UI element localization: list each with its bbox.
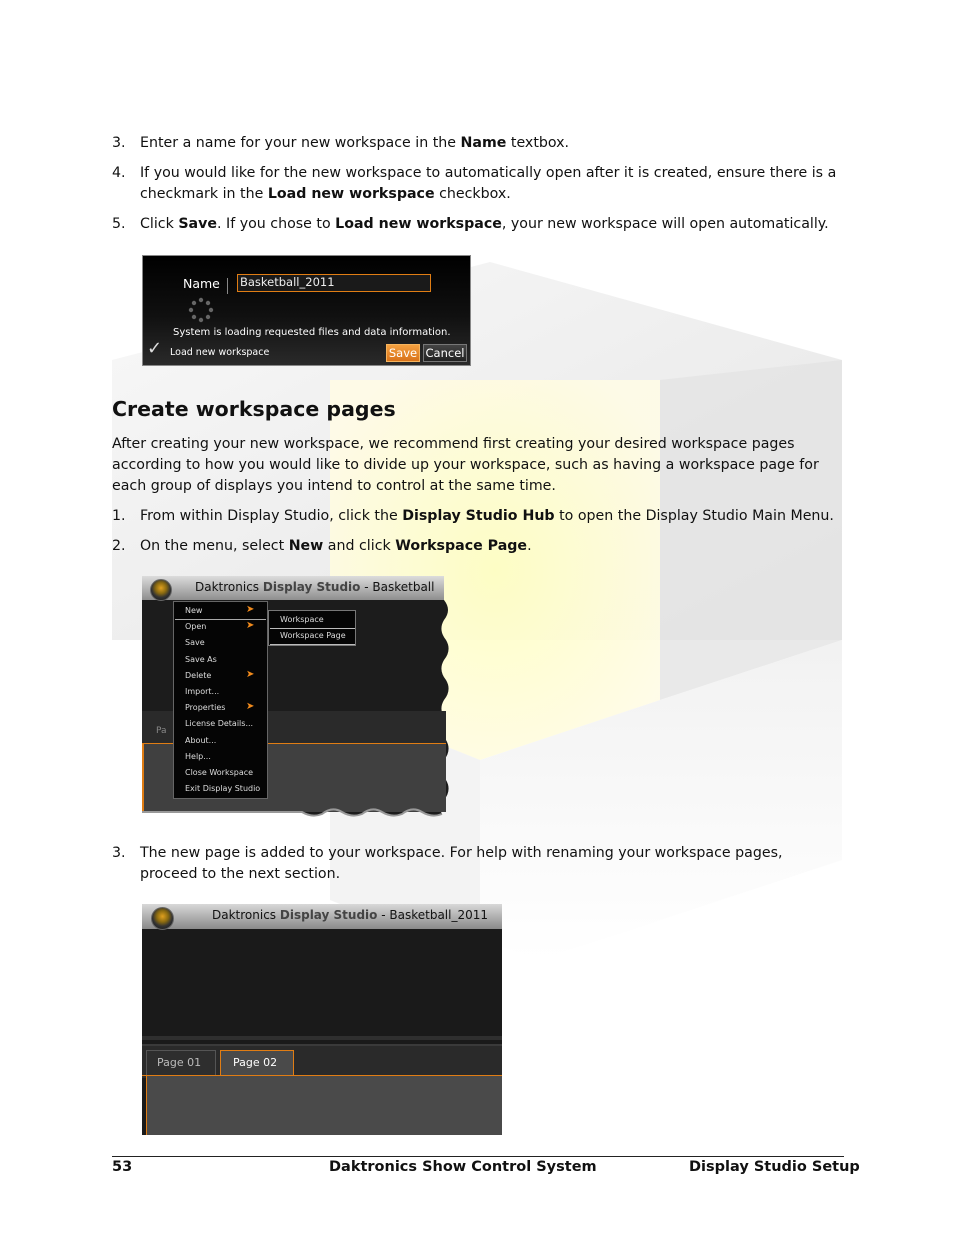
bold-term: Display Studio Hub	[402, 508, 555, 524]
step-number: 3.	[112, 845, 126, 861]
window-title: Daktronics Display Studio - Basketball	[195, 580, 435, 594]
loading-spinner-icon	[187, 296, 215, 324]
window-titlebar	[142, 576, 444, 600]
intro-paragraph: After creating your new workspace, we recommend first creating your desired workspace pages according to how you would like to divide up your workspace, such as having a workspace page for each group of displays you intend to control at the same time.	[112, 436, 819, 494]
submenu-arrow-icon: ➤	[246, 701, 255, 713]
window-titlebar	[142, 904, 502, 929]
step-number: 4.	[112, 165, 126, 181]
menu-item[interactable]: Close Workspace	[185, 768, 254, 777]
main-menu-screenshot	[142, 576, 452, 818]
cancel-button[interactable]: Cancel	[423, 344, 467, 362]
label-separator	[227, 278, 228, 294]
submenu-item-underline	[270, 644, 355, 645]
menu-item[interactable]: Properties	[185, 703, 226, 713]
menu-item[interactable]: Help...	[185, 751, 211, 761]
footer-page-number: 53	[112, 1159, 133, 1175]
menu-item[interactable]: About...	[185, 735, 217, 745]
step-number: 5.	[112, 216, 126, 232]
section-heading: Create workspace pages	[112, 397, 396, 421]
new-submenu	[268, 610, 356, 646]
step-text: On the menu, select New and click Workspace Page.	[140, 538, 532, 554]
menu-item[interactable]: New	[185, 606, 203, 615]
step-number: 3.	[112, 135, 126, 151]
panel-divider	[142, 1036, 502, 1040]
save-button[interactable]: Save	[386, 344, 420, 362]
submenu-arrow-icon: ➤	[246, 668, 255, 680]
step-text: Click Save. If you chose to Load new workspace, your new workspace will open automatically.	[140, 216, 829, 232]
step-text: Enter a name for your new workspace in the Name textbox.	[140, 135, 570, 151]
display-studio-hub-icon[interactable]	[150, 579, 172, 601]
menu-item[interactable]: Delete	[185, 670, 212, 680]
name-textbox[interactable]: Basketball_2011	[237, 274, 431, 292]
submenu-arrow-icon: ➤	[246, 620, 255, 632]
bold-term: Workspace Page	[395, 538, 528, 554]
submenu-item[interactable]: Workspace Page	[280, 631, 346, 640]
step-text: From within Display Studio, click the Display Studio Hub to open the Display Studio Main Menu.	[140, 508, 834, 524]
bold-term: Load new workspace	[335, 216, 502, 232]
name-label: Name	[183, 276, 220, 291]
window-title: Daktronics Display Studio - Basketball_2011	[212, 908, 489, 922]
menu-item[interactable]: License Details...	[185, 719, 254, 729]
footer-rule	[112, 1156, 844, 1157]
step-text: The new page is added to your workspace. For help with renaming your workspace pages, proceed to the next section.	[140, 845, 783, 882]
menu-item[interactable]: Open	[185, 622, 207, 632]
menu-item[interactable]: Import...	[185, 687, 220, 696]
menu-item[interactable]: Save As	[185, 654, 217, 664]
load-new-workspace-label: Load new workspace	[170, 347, 270, 358]
checkmark-icon[interactable]: ✓	[147, 338, 163, 359]
submenu-item-underline	[270, 628, 355, 629]
menu-item[interactable]: Save	[185, 638, 205, 648]
tab-page-01[interactable]: Page 01	[146, 1050, 216, 1075]
display-studio-hub-icon[interactable]	[151, 907, 174, 930]
step-text: If you would like for the new workspace to automatically open after it is created, ensure there is a checkmark in the Load new workspace checkbox.	[140, 165, 837, 202]
workspace-pages-screenshot	[142, 904, 502, 1135]
new-workspace-dialog-screenshot	[142, 255, 471, 366]
loading-status-text: System is loading requested files and data information.	[173, 327, 451, 338]
tab-page-02[interactable]: Page 02	[220, 1050, 294, 1076]
page-content-area	[146, 1076, 502, 1135]
submenu-arrow-icon: ➤	[246, 604, 255, 615]
menu-item[interactable]: Exit Display Studio	[185, 784, 261, 794]
bold-term: Load new workspace	[267, 186, 435, 202]
bold-term: New	[288, 538, 324, 554]
main-menu	[173, 601, 268, 799]
submenu-item[interactable]: Workspace	[280, 615, 324, 624]
footer-title: Daktronics Show Control System	[329, 1159, 597, 1175]
footer-section: Display Studio Setup	[689, 1159, 860, 1175]
step-number: 1.	[112, 508, 126, 524]
bold-term: Save	[178, 216, 217, 232]
page-tab-partial: Pa	[156, 726, 167, 736]
bold-term: Name	[460, 135, 507, 151]
step-number: 2.	[112, 538, 126, 554]
